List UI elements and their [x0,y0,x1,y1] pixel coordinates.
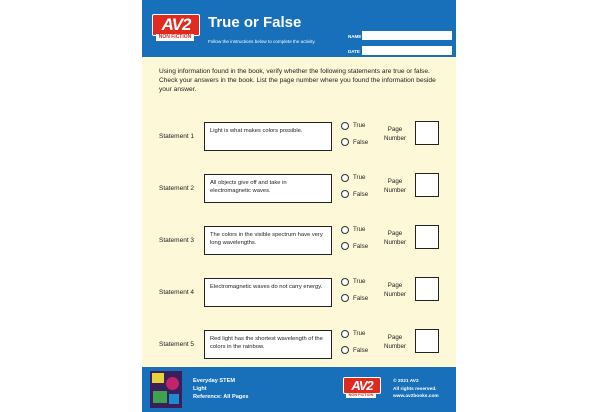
statement-text: All objects give off and take in electromagnetic waves. [204,174,332,203]
copyright-text: © 2021 AV2 [393,379,419,384]
false-label: False [353,347,369,354]
statement-text: Electromagnetic waves do not carry energy. [204,278,332,307]
statement-label: Statement 2 [159,185,195,192]
false-radio[interactable] [341,242,349,250]
false-label: False [353,295,369,302]
false-radio[interactable] [341,138,349,146]
page-title: True or False [208,14,302,31]
true-label: True [353,226,366,233]
page-number-box[interactable] [415,173,439,197]
header-banner [142,0,456,57]
page-reference: Reference: All Pages [193,394,249,400]
page-number-label: Page Number [383,126,406,142]
true-radio[interactable] [341,330,349,338]
true-radio[interactable] [341,278,349,286]
false-radio[interactable] [341,346,349,354]
av2-logo [152,14,198,42]
page-subtitle: Follow the instructions below to complete the activity. [208,39,316,44]
footer-banner [142,367,456,412]
statement-row [142,122,456,162]
logo-text: AV2 [152,14,200,36]
true-label: True [353,330,366,337]
footer-logo-subtext: NON FICTION [346,393,376,398]
name-field[interactable] [362,31,452,40]
website-link[interactable]: www.av2books.com [393,394,439,399]
statement-text: Light is what makes colors possible. [204,122,332,151]
false-label: False [353,139,369,146]
statement-label: Statement 1 [159,133,195,140]
book-title: Light [193,386,207,392]
false-radio[interactable] [341,294,349,302]
page-number-label: Page Number [383,178,406,194]
date-field[interactable] [362,46,452,55]
page-number-label: Page Number [383,282,406,298]
false-radio[interactable] [341,190,349,198]
statement-label: Statement 4 [159,289,195,296]
statement-label: Statement 5 [159,341,195,348]
copyright-block [393,378,439,401]
statement-row [142,330,456,370]
page-number-box[interactable] [415,121,439,145]
series-name: Everyday STEM [193,378,235,384]
true-radio[interactable] [341,122,349,130]
true-label: True [353,122,366,129]
statement-row [142,174,456,214]
name-label: NAME [348,34,362,39]
statement-text: The colors in the visible spectrum have very long wavelengths. [204,226,332,255]
true-label: True [353,174,366,181]
true-radio[interactable] [341,226,349,234]
false-label: False [353,191,369,198]
statement-text: Red light has the shortest wavelength of the colors in the rainbow. [204,330,332,359]
book-info [193,377,248,401]
rights-text: All rights reserved. [393,386,437,392]
worksheet [142,0,456,412]
statement-row [142,278,456,318]
page-number-box[interactable] [415,277,439,301]
page-number-box[interactable] [415,225,439,249]
book-cover-thumbnail [150,371,182,408]
false-label: False [353,243,369,250]
logo-subtext: NON FICTION [156,34,194,41]
page-number-label: Page Number [383,230,406,246]
statement-row [142,226,456,266]
true-label: True [353,278,366,285]
page-number-label: Page Number [383,334,406,350]
instructions-text: Using information found in the book, verify whether the following statements are true or false. Check your answers in the book. List the page number where you found the information beside your answer. [159,68,436,93]
true-radio[interactable] [341,174,349,182]
footer-av2-logo [343,377,379,399]
footer-logo-text: AV2 [343,377,381,394]
statement-label: Statement 3 [159,237,195,244]
date-label: DATE [348,49,360,54]
page-number-box[interactable] [415,329,439,353]
